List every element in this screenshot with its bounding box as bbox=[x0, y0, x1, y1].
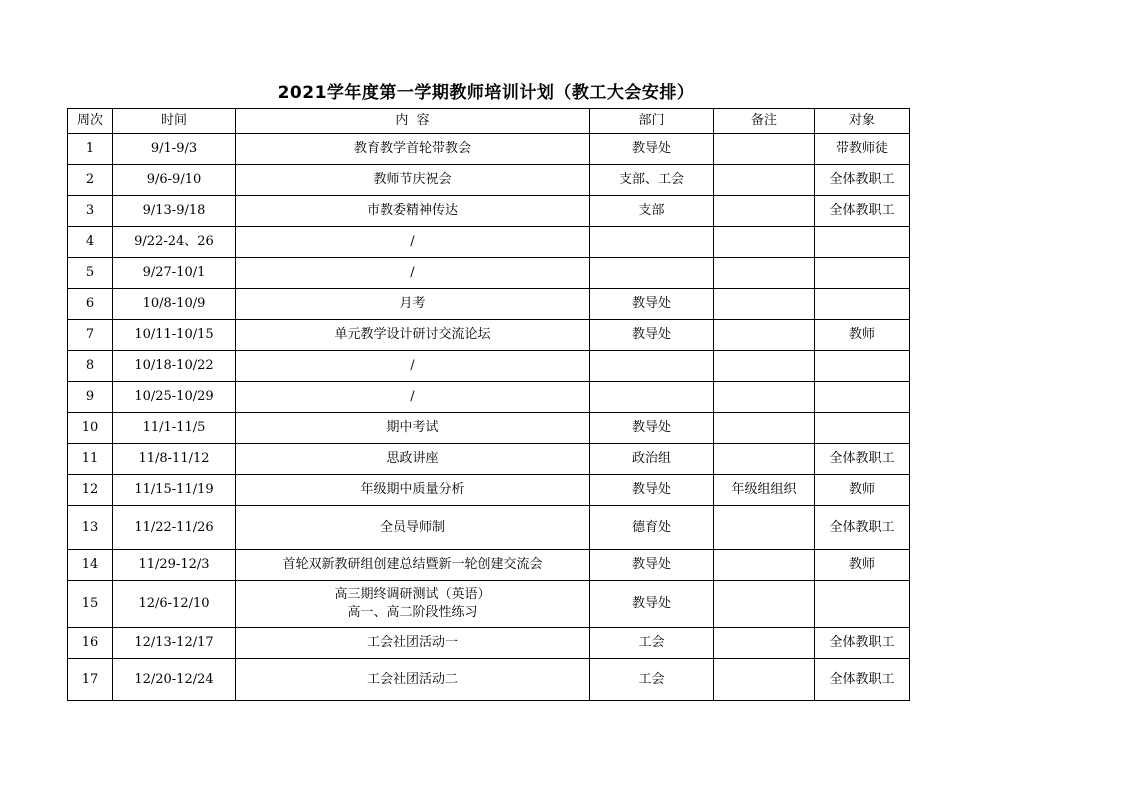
cell-dept: 教导处 bbox=[590, 134, 714, 165]
cell-week: 8 bbox=[68, 351, 113, 382]
table-row bbox=[68, 550, 910, 581]
cell-remark bbox=[714, 444, 815, 475]
cell-time: 9/13-9/18 bbox=[113, 196, 236, 227]
cell-content: 年级期中质量分析 bbox=[236, 475, 590, 506]
cell-time: 10/8-10/9 bbox=[113, 289, 236, 320]
cell-remark bbox=[714, 550, 815, 581]
cell-target bbox=[815, 351, 910, 382]
cell-dept: 教导处 bbox=[590, 320, 714, 351]
training-plan-table bbox=[67, 108, 910, 701]
cell-remark bbox=[714, 320, 815, 351]
cell-dept bbox=[590, 382, 714, 413]
cell-target: 教师 bbox=[815, 320, 910, 351]
table-row bbox=[68, 289, 910, 320]
cell-dept: 支部 bbox=[590, 196, 714, 227]
cell-content: / bbox=[236, 258, 590, 289]
cell-content: / bbox=[236, 382, 590, 413]
cell-content: 思政讲座 bbox=[236, 444, 590, 475]
cell-time: 11/29-12/3 bbox=[113, 550, 236, 581]
cell-week: 4 bbox=[68, 227, 113, 258]
cell-dept: 教导处 bbox=[590, 581, 714, 628]
cell-week: 5 bbox=[68, 258, 113, 289]
cell-dept: 教导处 bbox=[590, 289, 714, 320]
cell-remark bbox=[714, 227, 815, 258]
cell-target: 全体教职工 bbox=[815, 506, 910, 550]
cell-week: 7 bbox=[68, 320, 113, 351]
cell-week: 16 bbox=[68, 628, 113, 659]
cell-content-line: 高一、高二阶段性练习 bbox=[347, 605, 478, 620]
table-row bbox=[68, 444, 910, 475]
cell-remark bbox=[714, 351, 815, 382]
cell-content bbox=[236, 581, 590, 628]
cell-remark bbox=[714, 506, 815, 550]
cell-target bbox=[815, 258, 910, 289]
cell-content: 工会社团活动一 bbox=[236, 628, 590, 659]
cell-dept: 支部、工会 bbox=[590, 165, 714, 196]
cell-target: 全体教职工 bbox=[815, 165, 910, 196]
cell-week: 11 bbox=[68, 444, 113, 475]
cell-time: 12/20-12/24 bbox=[113, 659, 236, 701]
cell-dept bbox=[590, 351, 714, 382]
cell-dept: 政治组 bbox=[590, 444, 714, 475]
cell-target: 全体教职工 bbox=[815, 196, 910, 227]
cell-content: 全员导师制 bbox=[236, 506, 590, 550]
cell-content: / bbox=[236, 227, 590, 258]
cell-target: 教师 bbox=[815, 550, 910, 581]
cell-remark bbox=[714, 628, 815, 659]
header-row bbox=[68, 109, 910, 134]
cell-content: 月考 bbox=[236, 289, 590, 320]
cell-dept: 工会 bbox=[590, 628, 714, 659]
cell-time: 10/11-10/15 bbox=[113, 320, 236, 351]
cell-week: 2 bbox=[68, 165, 113, 196]
cell-target: 带教师徒 bbox=[815, 134, 910, 165]
table-row bbox=[68, 351, 910, 382]
cell-week: 12 bbox=[68, 475, 113, 506]
cell-target bbox=[815, 227, 910, 258]
cell-content: 教师节庆祝会 bbox=[236, 165, 590, 196]
cell-time: 11/22-11/26 bbox=[113, 506, 236, 550]
cell-remark bbox=[714, 196, 815, 227]
cell-remark: 年级组组织 bbox=[714, 475, 815, 506]
cell-dept: 教导处 bbox=[590, 475, 714, 506]
cell-time: 10/18-10/22 bbox=[113, 351, 236, 382]
cell-dept bbox=[590, 227, 714, 258]
cell-target bbox=[815, 581, 910, 628]
cell-target bbox=[815, 289, 910, 320]
cell-week: 13 bbox=[68, 506, 113, 550]
cell-time: 9/22-24、26 bbox=[113, 227, 236, 258]
table-row bbox=[68, 659, 910, 701]
table-row bbox=[68, 475, 910, 506]
table-row bbox=[68, 134, 910, 165]
cell-remark bbox=[714, 289, 815, 320]
cell-remark bbox=[714, 382, 815, 413]
cell-dept: 德育处 bbox=[590, 506, 714, 550]
cell-week: 3 bbox=[68, 196, 113, 227]
header-time: 时间 bbox=[113, 109, 236, 134]
cell-target: 教师 bbox=[815, 475, 910, 506]
header-content: 内 容 bbox=[236, 109, 590, 134]
cell-remark bbox=[714, 258, 815, 289]
cell-content: 教育教学首轮带教会 bbox=[236, 134, 590, 165]
cell-time: 9/27-10/1 bbox=[113, 258, 236, 289]
cell-remark bbox=[714, 413, 815, 444]
cell-time: 12/6-12/10 bbox=[113, 581, 236, 628]
page-title: 2021学年度第一学期教师培训计划（教工大会安排） bbox=[277, 83, 695, 103]
cell-week: 1 bbox=[68, 134, 113, 165]
cell-dept: 工会 bbox=[590, 659, 714, 701]
cell-time: 11/15-11/19 bbox=[113, 475, 236, 506]
cell-dept bbox=[590, 258, 714, 289]
cell-time: 10/25-10/29 bbox=[113, 382, 236, 413]
cell-remark bbox=[714, 659, 815, 701]
cell-dept: 教导处 bbox=[590, 413, 714, 444]
cell-time: 9/1-9/3 bbox=[113, 134, 236, 165]
table-row bbox=[68, 628, 910, 659]
cell-week: 9 bbox=[68, 382, 113, 413]
cell-content: 市教委精神传达 bbox=[236, 196, 590, 227]
table-row bbox=[68, 196, 910, 227]
cell-content: 首轮双新教研组创建总结暨新一轮创建交流会 bbox=[236, 550, 590, 581]
header-week: 周次 bbox=[68, 109, 113, 134]
cell-content: 单元教学设计研讨交流论坛 bbox=[236, 320, 590, 351]
cell-week: 15 bbox=[68, 581, 113, 628]
cell-content: 工会社团活动二 bbox=[236, 659, 590, 701]
table-row bbox=[68, 227, 910, 258]
cell-content: 期中考试 bbox=[236, 413, 590, 444]
cell-week: 10 bbox=[68, 413, 113, 444]
cell-remark bbox=[714, 165, 815, 196]
header-dept: 部门 bbox=[590, 109, 714, 134]
cell-week: 17 bbox=[68, 659, 113, 701]
cell-target bbox=[815, 413, 910, 444]
cell-target bbox=[815, 382, 910, 413]
cell-dept: 教导处 bbox=[590, 550, 714, 581]
table-row bbox=[68, 320, 910, 351]
cell-content-line: 高三期终调研测试（英语） bbox=[334, 587, 491, 602]
table-row bbox=[68, 165, 910, 196]
cell-target: 全体教职工 bbox=[815, 444, 910, 475]
cell-time: 11/1-11/5 bbox=[113, 413, 236, 444]
table-row bbox=[68, 258, 910, 289]
cell-week: 14 bbox=[68, 550, 113, 581]
cell-time: 9/6-9/10 bbox=[113, 165, 236, 196]
cell-time: 12/13-12/17 bbox=[113, 628, 236, 659]
cell-target: 全体教职工 bbox=[815, 659, 910, 701]
table-row bbox=[68, 506, 910, 550]
cell-target: 全体教职工 bbox=[815, 628, 910, 659]
cell-content: / bbox=[236, 351, 590, 382]
cell-remark bbox=[714, 134, 815, 165]
header-remark: 备注 bbox=[714, 109, 815, 134]
cell-week: 6 bbox=[68, 289, 113, 320]
cell-time: 11/8-11/12 bbox=[113, 444, 236, 475]
table-row bbox=[68, 413, 910, 444]
table-row bbox=[68, 581, 910, 628]
header-target: 对象 bbox=[815, 109, 910, 134]
table-row bbox=[68, 382, 910, 413]
cell-remark bbox=[714, 581, 815, 628]
